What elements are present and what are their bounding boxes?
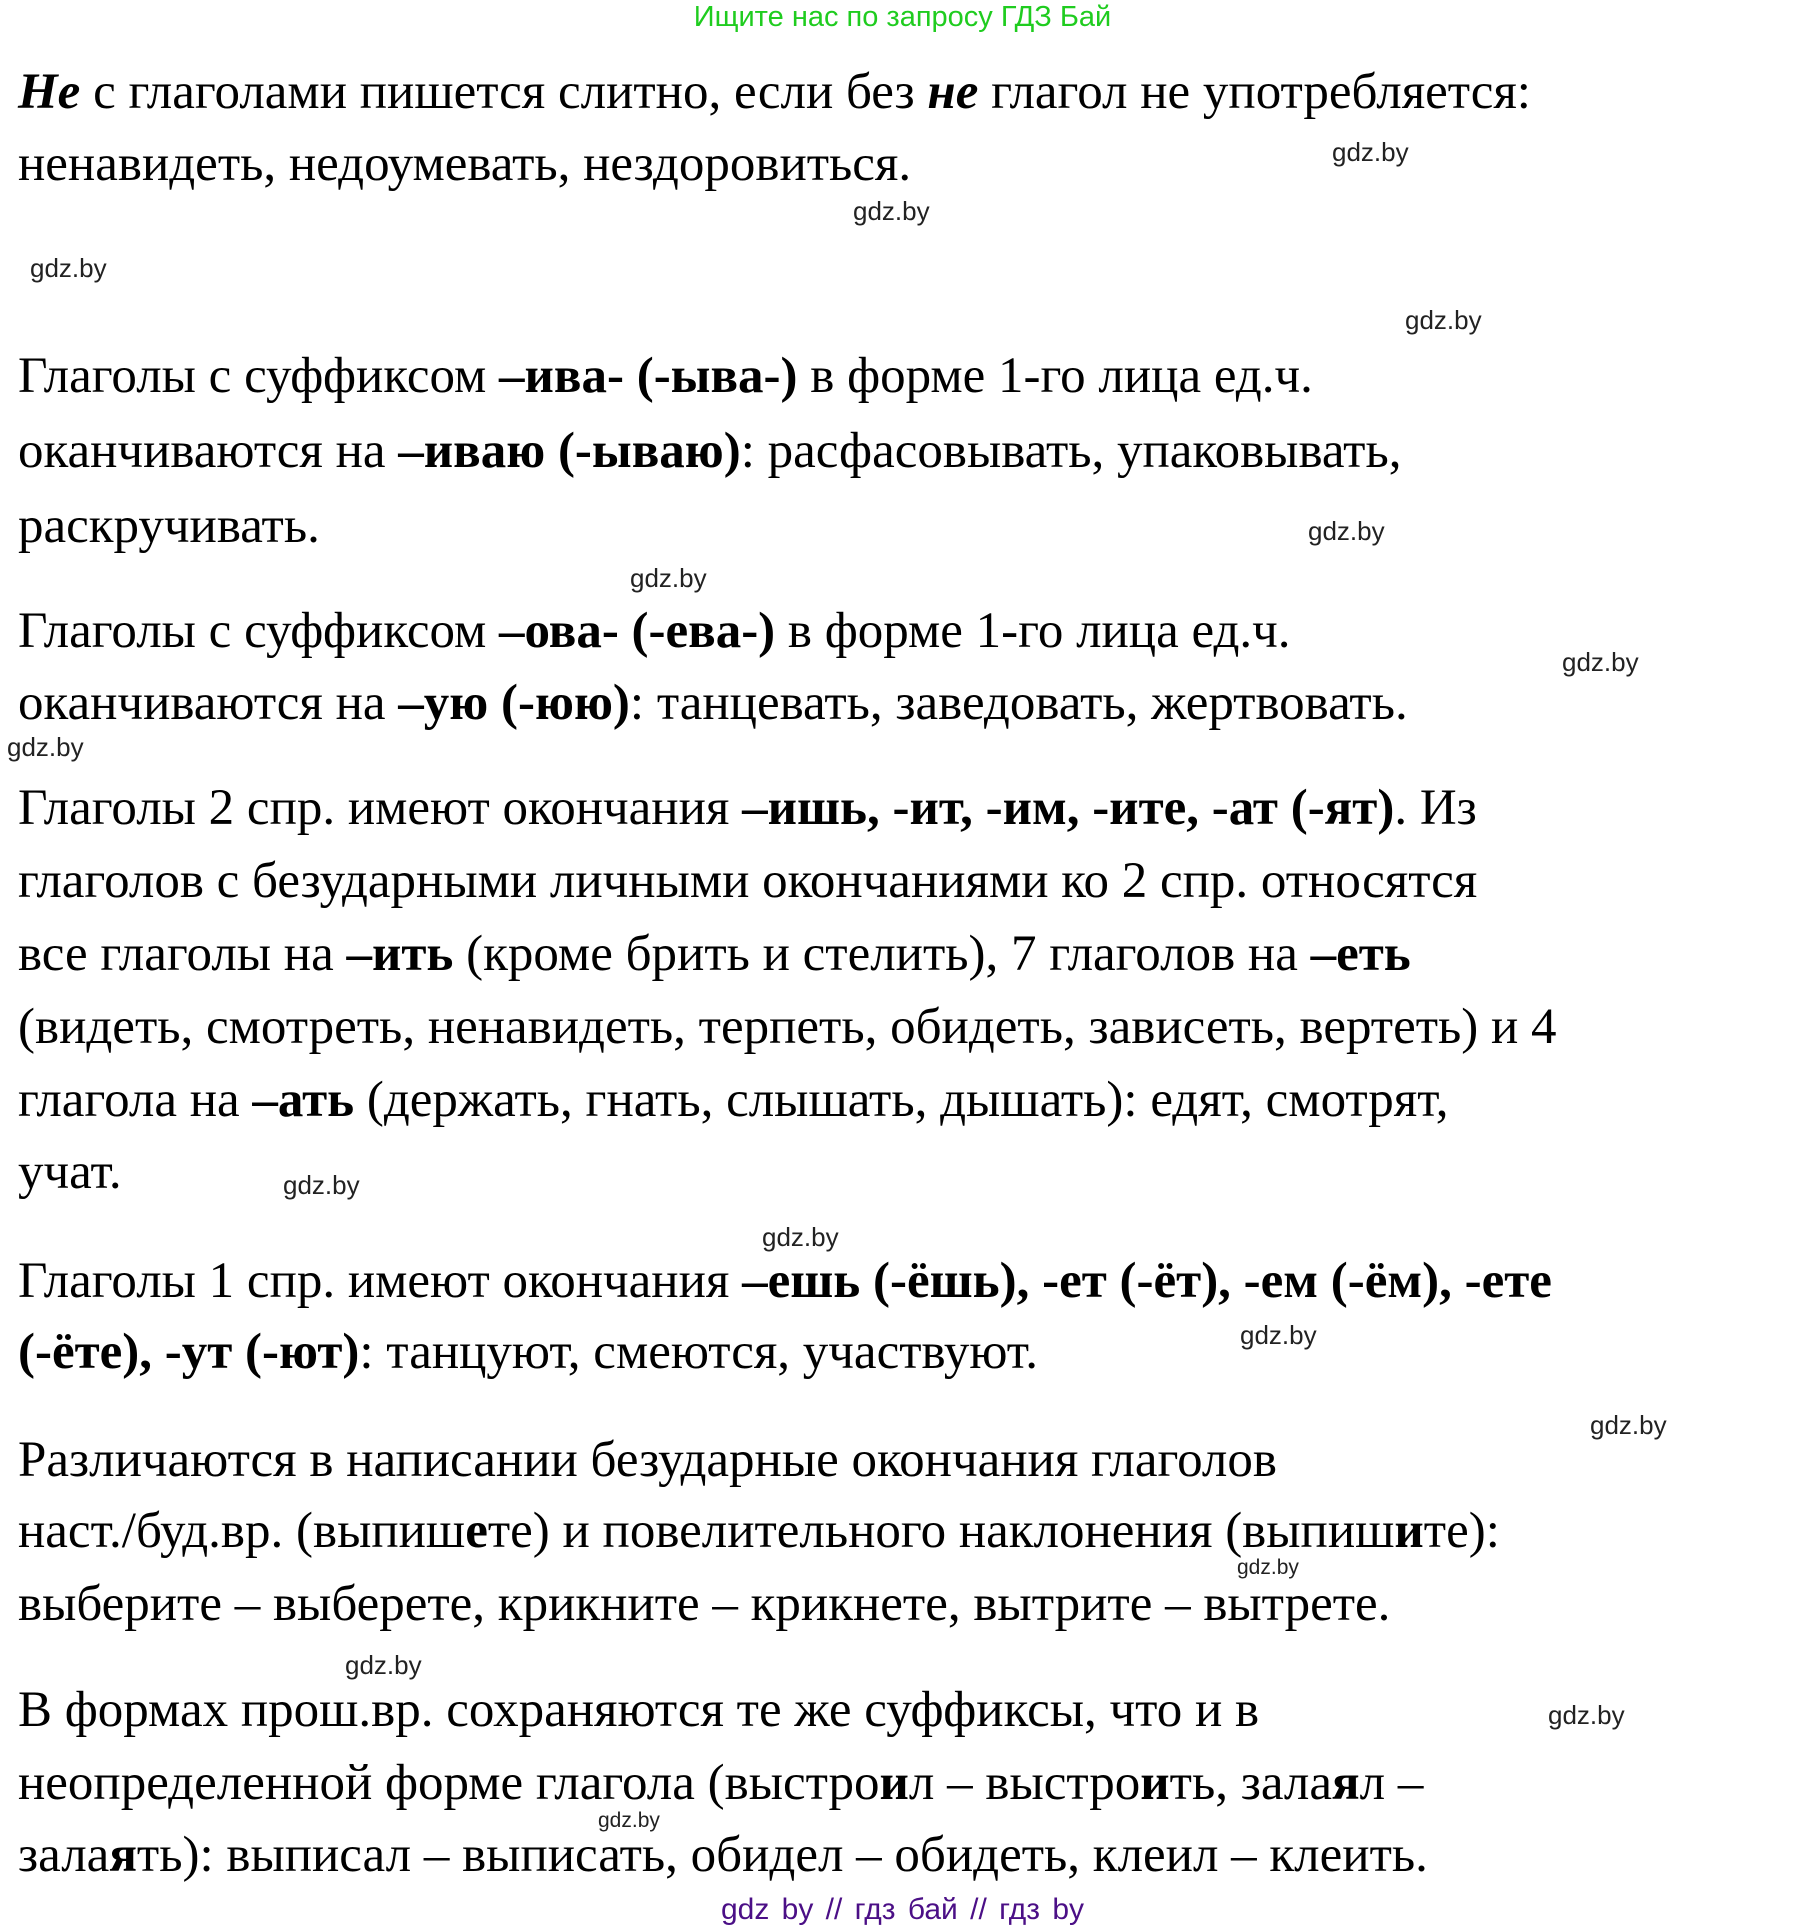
text-line <box>18 778 1477 838</box>
text-line <box>18 1142 122 1202</box>
text-line <box>18 924 1411 984</box>
watermark: gdz.by <box>1332 137 1409 167</box>
emphasis-text: –иваю (-ываю) <box>398 423 741 479</box>
text-line <box>18 1753 1423 1813</box>
text-line <box>18 134 911 194</box>
plain-text: ненавидеть, недоумевать, нездоровиться. <box>18 136 912 192</box>
emphasis-text: и <box>1140 1755 1170 1811</box>
plain-text: с глаголами пишется слитно, если без <box>80 64 928 120</box>
watermark: gdz.by <box>630 563 707 593</box>
watermark: gdz.by <box>1590 1410 1667 1440</box>
plain-text: те) и повелительного наклонения (выпиш <box>487 1503 1395 1559</box>
watermark: gdz.by <box>1237 1556 1299 1579</box>
watermark: gdz.by <box>30 253 107 283</box>
plain-text: . Из <box>1394 780 1477 836</box>
plain-text: Глаголы 1 спр. имеют окончания <box>18 1253 743 1309</box>
emphasis-text: –ешь (-ёшь), -ет (-ёт), -ем (-ём), -ете <box>742 1253 1552 1309</box>
plain-text: глаголов с безударными личными окончаниями ко 2 спр. относятся <box>18 853 1478 909</box>
plain-text: ть, зала <box>1169 1755 1333 1811</box>
text-line <box>18 1501 1500 1561</box>
emphasis-text: е <box>465 1503 488 1559</box>
emphasis-text: Не <box>18 64 81 120</box>
emphasis-text: и <box>1394 1503 1424 1559</box>
emphasis-text: (-ёте), -ут (-ют) <box>18 1324 360 1380</box>
emphasis-text: я <box>1332 1755 1360 1811</box>
plain-text: Различаются в написании безударные окончания глаголов <box>18 1432 1277 1488</box>
plain-text: Глаголы с суффиксом <box>18 348 500 404</box>
plain-text: оканчиваются на <box>18 423 399 479</box>
text-line <box>18 997 1557 1057</box>
watermark: gdz.by <box>853 196 930 226</box>
text-line <box>18 1825 1428 1885</box>
text-line <box>18 673 1408 733</box>
emphasis-text: не <box>927 64 979 120</box>
emphasis-text: –ива- (-ыва-) <box>499 348 798 404</box>
plain-text: : танцуют, смеются, участвуют. <box>359 1324 1038 1380</box>
text-line <box>18 1322 1038 1382</box>
watermark: gdz.by <box>598 1809 660 1832</box>
watermark: gdz.by <box>1240 1320 1317 1350</box>
plain-text: ть): выписал – выписать, обидел – обидеть, клеил – клеить. <box>136 1827 1428 1883</box>
emphasis-text: –ишь, -ит, -им, -ите, -ат (-ят) <box>742 780 1395 836</box>
plain-text: (видеть, смотреть, ненавидеть, терпеть, обидеть, зависеть, вертеть) и 4 <box>18 999 1557 1055</box>
emphasis-text: и <box>879 1755 909 1811</box>
plain-text: раскручивать. <box>18 498 320 554</box>
search-hint-banner: Ищите нас по запросу ГДЗ Бай <box>693 1 1112 33</box>
text-line <box>18 1680 1259 1740</box>
watermark: gdz.by <box>1562 647 1639 677</box>
plain-text: (кроме брить и стелить), 7 глаголов на <box>453 926 1311 982</box>
watermark: gdz.by <box>283 1170 360 1200</box>
emphasis-text: –ить <box>346 926 454 982</box>
text-line <box>18 62 1531 122</box>
text-line <box>18 1574 1390 1634</box>
plain-text: в форме 1-го лица ед.ч. <box>775 603 1291 659</box>
plain-text: все глаголы на <box>18 926 347 982</box>
plain-text: л – выстро <box>908 1755 1141 1811</box>
plain-text: глагола на <box>18 1072 253 1128</box>
plain-text: зала <box>18 1827 110 1883</box>
plain-text: оканчиваются на <box>18 675 399 731</box>
plain-text: (держать, гнать, слышать, дышать): едят, смотрят, <box>354 1072 1449 1128</box>
plain-text: неопределенной форме глагола (выстро <box>18 1755 880 1811</box>
text-line <box>18 1251 1552 1311</box>
plain-text: учат. <box>18 1144 122 1200</box>
plain-text: в форме 1-го лица ед.ч. <box>797 348 1313 404</box>
text-line <box>18 1430 1277 1490</box>
plain-text: те): <box>1423 1503 1500 1559</box>
watermark: gdz.by <box>1308 516 1385 546</box>
text-line <box>18 851 1477 911</box>
plain-text: наст./буд.вр. (выпиш <box>18 1503 466 1559</box>
watermark: gdz.by <box>1405 305 1482 335</box>
plain-text: : танцевать, заведовать, жертвовать. <box>629 675 1408 731</box>
watermark: gdz.by <box>7 732 84 762</box>
emphasis-text: –ать <box>252 1072 355 1128</box>
plain-text: выберите – выберете, крикните – крикнете, вытрите – вытрете. <box>18 1576 1391 1632</box>
plain-text: : расфасовывать, упаковывать, <box>740 423 1402 479</box>
footer-links[interactable]: gdz by // гдз бай // гдз by <box>720 1893 1085 1926</box>
watermark: gdz.by <box>762 1222 839 1252</box>
plain-text: Глаголы с суффиксом <box>18 603 500 659</box>
plain-text: Глаголы 2 спр. имеют окончания <box>18 780 743 836</box>
emphasis-text: –ую (-юю) <box>398 675 630 731</box>
text-line <box>18 1070 1448 1130</box>
plain-text: В формах прош.вр. сохраняются те же суффиксы, что и в <box>18 1682 1260 1738</box>
text-line <box>18 601 1291 661</box>
text-line <box>18 346 1313 406</box>
watermark: gdz.by <box>1548 1700 1625 1730</box>
emphasis-text: –ова- (-ева-) <box>499 603 776 659</box>
emphasis-text: я <box>109 1827 137 1883</box>
text-line <box>18 421 1401 481</box>
plain-text: глагол не употребляется: <box>978 64 1531 120</box>
plain-text: л – <box>1359 1755 1424 1811</box>
emphasis-text: –еть <box>1310 926 1411 982</box>
watermark: gdz.by <box>345 1650 422 1680</box>
text-line <box>18 496 320 556</box>
